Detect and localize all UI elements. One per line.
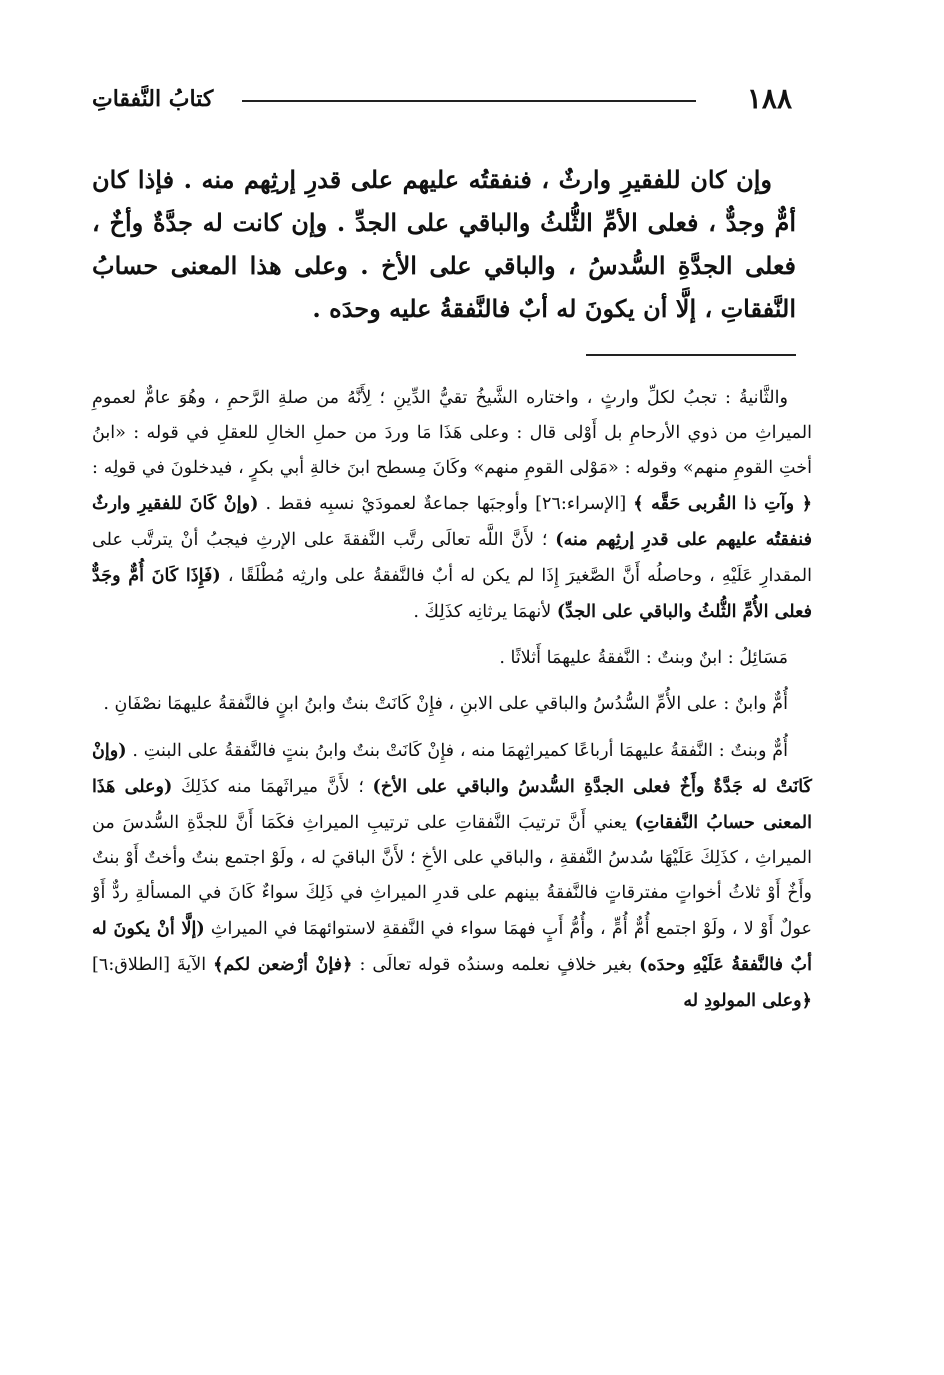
matn-quote: (وعلى هَذَا المعنى حسابُ النَّفقاتِ) [92,776,812,833]
matn-quote: (فَإِذَا كَانَ أُمٌّ وجَدٌّ فعلى الأُمِّ الثُّلثُ والباقي على الجدِّ) [92,565,812,622]
commentary-text-run: لأنهمَا يرثانِه كذَلِكَ . [413,602,557,622]
commentary-paragraph-1 [92,381,812,630]
commentary-text-run: يعني أَنَّ ترتيبَ النَّفقاتِ على ترتيبِ الميراثِ فكَمَا أَنَّ للجدَّةِ السُّدسَ من الميراثِ ، كذَلِكَ عَلَيْهَا سُدسُ النَّفقةِ ، والباقي على الأخِ ؛ لأَنَّ الباقيَ له ، ولَوْ اجتمع بنتٌ وأختٌ أَوْ بنتٌ وأَخٌ أَوْ ثلاثُ أخواتٍ مفترقاتٍ فالنَّفقةُ بينهم على قدرِ الميراثِ في ذَلِكَ سواءٌ كَانَ في المسألةِ ردٌّ أَوْ عولٌ أَوْ لا ، ولَوْ اجتمع أُمٌّ أُمٍّ ، وأُمُّ أَبٍ فهمَا سواء في النَّفقةِ لاستوائهمَا في الميراثِ [92,813,812,939]
commentary-text-run: ؛ لأَنَّ ميراثَهمَا منه كذَلِكَ [172,777,373,797]
commentary-text-run: الآيةَ [الطلاق:٦] [92,955,214,975]
separator-rule [586,354,796,356]
matn-quote: (وإنْ كَانَتْ له جَدَّةٌ وأَخٌ فعلى الجدَّةِ السُّدسُ والباقي على الأخ) [92,740,812,797]
commentary-paragraph-3: أُمٌّ وابنٌ : على الأُمِّ السُّدُسُ والباقي على الابنِ ، فإِنْ كَانَتْ بنتٌ وابنُ ابنٍ فالنَّفقةُ عليهمَا نصْفَانِ . [103,694,788,714]
quran-quote: ﴿ وآتِ ذا القُربى حَقَّه ﴾ [633,493,812,514]
header-rule [242,100,696,102]
commentary-text-run: ؛ لأَنَّ اللَّه تعالَى رتَّب النَّفقةَ على الإرثِ فيجبُ أنْ يترتَّب على المقدارِ عَلَيْهِ ، وحاصلُه أَنَّ الصَّغيرَ إِذَا لم يكن له أبٌ فالنَّفقةُ على وارثِه مُطْلَقًا ، [92,530,812,586]
matn-quote: (وإنْ كَانَ للفقيرِ وارثٌ فنفقتُه عليهم على قدرِ إرثِهم منه) [92,493,812,550]
matn-paragraph: وإن كان للفقيرِ وارثٌ ، فنفقتُه عليهم على قدرِ إرثِهم منه . فإذا كان أمٌّ وجدٌّ ، فعلى الأمِّ الثُّلثُ والباقي على الجدِّ . وإن كانت له جدَّةٌ وأخٌ ، فعلى الجدَّةِ السُّدسُ ، والباقي على الأخ . وعلى هذا المعنى حسابُ النَّفقاتِ ، إلَّا أن يكونَ له أبٌ فالنَّفقةُ عليه وحدَه . [92,165,796,323]
page-header [92,80,792,120]
commentary-text-run: والثَّانيةُ : تجبُ لكلِّ وارثٍ ، واختاره الشَّيخُ تقيُّ الدِّينِ ؛ لِأَنَّهُ من صلةِ الرَّحمِ ، وهُوَ عامٌّ لعمومِ الميراثِ من ذوي الأرحامِ بل أَوْلى قال : وعلى هَذَا مَا وردَ من حملِ الخالِ للعقلِ في قوله : «ابنُ أختِ القومِ منهم» وقوله : «مَوْلى القومِ منهم» وكَانَ مِسطح ابنَ خالةِ أبي بكرٍ ، فيدخلونَ في قولِه : [92,388,812,478]
commentary-text-run: [الإسراء:٢٦] وأوجبَها جماعةٌ لعمودَيْ نسبِه فقط . [258,494,634,514]
matn-quote: (إلَّا أنْ يكونَ له أبٌ فالنَّفقةُ عَلَيْهِ وحدَه) [92,918,812,975]
commentary-text-run: بغير خلافٍ نعلمه وسندُه قوله تعالَى : [352,955,640,975]
quran-quote: ﴿فإنْ أرْضعن لكم﴾ [213,954,353,975]
commentary-text [92,381,812,1030]
matn-text [92,158,796,330]
page-number: ١٨٨ [746,82,792,115]
commentary-paragraph-4 [92,733,812,1019]
quran-quote: ﴿وعلى المولودِ له [683,990,812,1011]
running-title: كتابُ النَّفقاتِ [92,86,214,112]
commentary-paragraph-2: مَسَائِلُ : ابنٌ وبنتٌ : النَّفقةُ عليهمَا أَثلاثًا . [499,648,788,668]
commentary-text-run: أُمٌّ وبنتٌ : النَّفقةُ عليهمَا أرباعًا كميراثِهمَا منه ، فإِنْ كَانَتْ بنتٌ وابنُ بنتٍ فالنَّفقةُ على البنتِ . [126,741,788,761]
